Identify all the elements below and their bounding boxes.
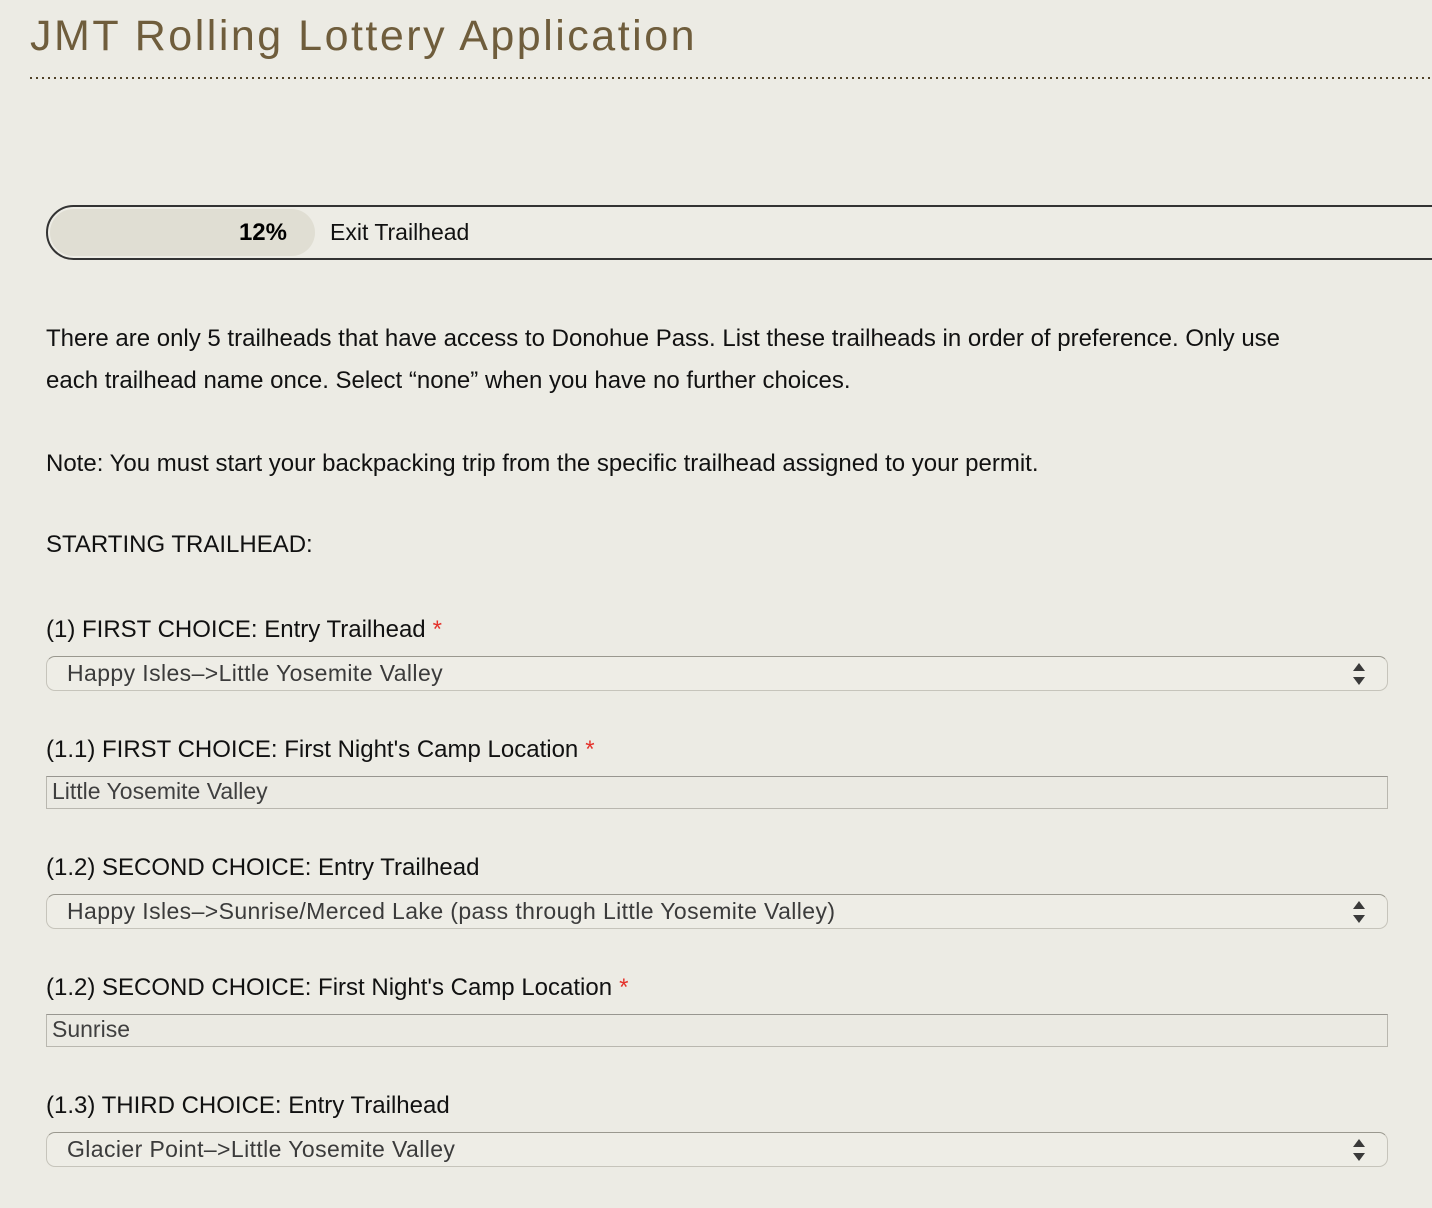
field-label: (1.1) FIRST CHOICE: First Night's Camp Location *: [46, 736, 595, 763]
progress-step-label: Exit Trailhead: [330, 219, 470, 245]
entry-trailhead-select-1[interactable]: [46, 656, 1388, 691]
required-asterisk: *: [619, 974, 629, 1001]
page-title: JMT Rolling Lottery Application: [30, 12, 698, 60]
required-asterisk: *: [585, 736, 595, 763]
form-content: [46, 318, 1388, 1167]
section-heading-starting-trailhead: STARTING TRAILHEAD:: [46, 531, 313, 558]
entry-trailhead-select-3[interactable]: [46, 1132, 1388, 1167]
field-first-choice-entry: [46, 613, 1388, 691]
required-asterisk: *: [432, 616, 442, 643]
progress-percent: 12%: [238, 218, 287, 246]
selected-option-label: Happy Isles–>Little Yosemite Valley: [67, 660, 444, 686]
camp-location-input-2[interactable]: [46, 1014, 1388, 1047]
selected-option-label: Glacier Point–>Little Yosemite Valley: [67, 1136, 456, 1162]
selected-option-label: Happy Isles–>Sunrise/Merced Lake (pass through Little Yosemite Valley): [67, 898, 836, 924]
field-first-choice-camp: [46, 733, 1388, 809]
progress-bar: [46, 205, 1432, 260]
select-spinner-icon: [1352, 1137, 1366, 1163]
camp-location-input-1[interactable]: [46, 776, 1388, 809]
intro-paragraph: There are only 5 trailheads that have access to Donohue Pass. List these trailheads in order of preference. Only use each trailhead name once. Select “none” when you have no further choices.: [46, 325, 1281, 394]
progress-bar-fill: [50, 209, 315, 256]
entry-trailhead-select-2[interactable]: [46, 894, 1388, 929]
field-second-choice-camp: [46, 971, 1388, 1047]
field-label: (1) FIRST CHOICE: Entry Trailhead *: [46, 616, 442, 643]
field-third-choice-entry: [46, 1089, 1388, 1167]
intro-note: Note: You must start your backpacking trip from the specific trailhead assigned to your permit.: [46, 450, 1039, 477]
select-spinner-icon: [1352, 661, 1366, 687]
select-spinner-icon: [1352, 899, 1366, 925]
field-label: (1.2) SECOND CHOICE: Entry Trailhead: [46, 854, 480, 881]
field-label: (1.3) THIRD CHOICE: Entry Trailhead: [46, 1092, 450, 1119]
title-divider: [30, 77, 1432, 79]
field-label: (1.2) SECOND CHOICE: First Night's Camp Location *: [46, 974, 629, 1001]
field-second-choice-entry: [46, 851, 1388, 929]
